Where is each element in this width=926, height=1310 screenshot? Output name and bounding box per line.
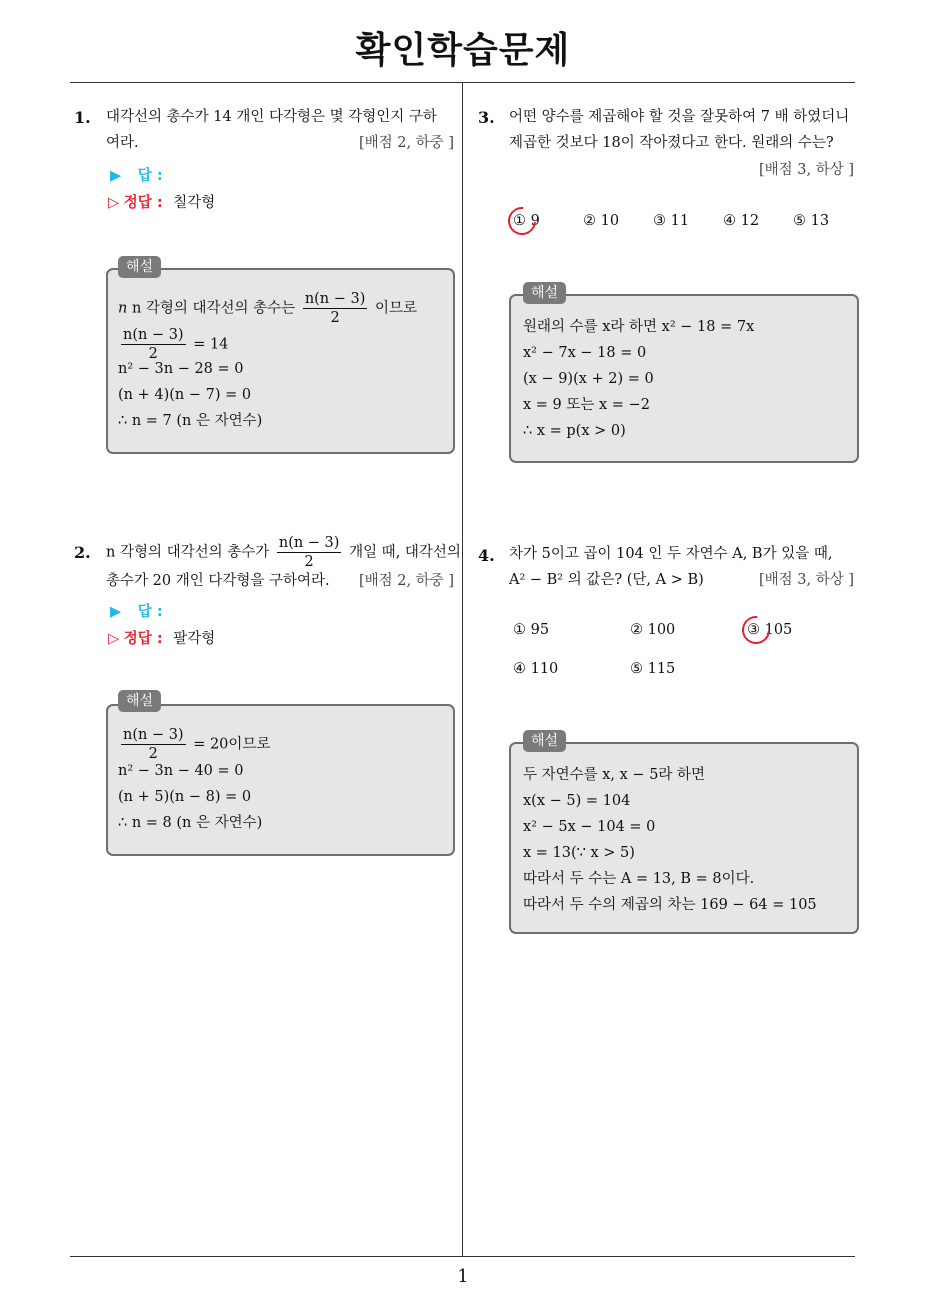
play-icon: ▶ — [110, 604, 122, 620]
q1-sol-line5: ∴ n = 7 (n 은 자연수) — [118, 413, 263, 429]
q3-option-2[interactable]: ② 10 — [583, 213, 620, 229]
q1-explanation-tag: 해설 — [118, 256, 161, 278]
fraction: $\frac{n(n - 3)}{2}$ — [123, 727, 184, 762]
q3-meta: [배점 3, 하상 ] — [758, 162, 854, 178]
outline-play-icon: ▷ — [108, 631, 120, 647]
q3-option-4[interactable]: ④ 12 — [723, 213, 760, 229]
q3-explanation-tag: 해설 — [523, 282, 566, 304]
q4-option-2[interactable]: ② 100 — [630, 622, 676, 638]
q4-sol-line2: x(x − 5) = 104 — [523, 793, 631, 809]
q4-option-1[interactable]: ① 95 — [513, 622, 550, 638]
q4-explanation-tag: 해설 — [523, 730, 566, 752]
q3-sol-line1: 원래의 수를 x라 하면 x² − 18 = 7x — [523, 319, 755, 335]
q2-correct-row — [108, 627, 215, 648]
q2-answer-row — [110, 600, 163, 621]
footer-rule — [70, 1256, 855, 1257]
q4-option-4[interactable]: ④ 110 — [513, 661, 559, 677]
q1-text-line1: 대각선의 총수가 14 개인 다각형은 몇 각형인지 구하 — [106, 109, 437, 125]
q3-number: 3. — [478, 108, 495, 127]
q4-option-5[interactable]: ⑤ 115 — [630, 661, 676, 677]
q2-sol-line2: n² − 3n − 40 = 0 — [118, 763, 244, 779]
q3-sol-line2: x² − 7x − 18 = 0 — [523, 345, 647, 361]
q4-selection-mark — [736, 610, 775, 649]
q4-text-line1: 차가 5이고 곱이 104 인 두 자연수 A, B가 있을 때, — [509, 546, 833, 562]
q2-text-line1: n 각형의 대각선의 총수가 $\frac{n(n - 3)}{2}$ 개일 때, 대각선의 — [106, 535, 461, 570]
q1-explanation-box — [106, 268, 455, 454]
q3-option-5[interactable]: ⑤ 13 — [793, 213, 830, 229]
q2-explanation-box — [106, 704, 455, 856]
q1-correct-row — [108, 191, 215, 212]
q4-text-line2: A² − B² 의 값은? (단, A > B) — [509, 572, 704, 588]
q2-explanation-tag: 해설 — [118, 690, 161, 712]
page-title: 확인학습문제 — [355, 30, 571, 71]
q3-sol-line5: ∴ x = p(x > 0) — [523, 423, 626, 439]
q4-number: 4. — [478, 546, 495, 565]
outline-play-icon: ▷ — [108, 195, 120, 211]
q1-sol-line4: (n + 4)(n − 7) = 0 — [118, 387, 252, 403]
column-divider — [462, 82, 463, 1257]
q1-text-line2: 여라. — [106, 135, 139, 151]
q3-selection-mark — [502, 201, 541, 240]
q1-sol-line3: n² − 3n − 28 = 0 — [118, 361, 244, 377]
q4-sol-line6: 따라서 두 수의 제곱의 차는 169 − 64 = 105 — [523, 897, 817, 913]
q1-sol-line1: n n 각형의 대각선의 총수는 $\frac{n(n - 3)}{2}$ 이므로 — [118, 291, 418, 326]
q2-sol-line4: ∴ n = 8 (n 은 자연수) — [118, 815, 263, 831]
page-number: 1 — [457, 1266, 469, 1287]
q1-number: 1. — [74, 108, 91, 127]
fraction: $\frac{n(n - 3)}{2}$ — [278, 535, 340, 570]
play-icon: ▶ — [110, 168, 122, 184]
q2-correct-label: 정답 : — [123, 631, 163, 647]
q1-answer-row — [110, 164, 163, 185]
q2-correct-answer: 팔각형 — [173, 631, 216, 647]
q3-sol-line3: (x − 9)(x + 2) = 0 — [523, 371, 654, 387]
q2-meta: [배점 2, 하중 ] — [358, 573, 454, 589]
q4-sol-line1: 두 자연수를 x, x − 5라 하면 — [523, 767, 706, 783]
fraction: $\frac{n(n - 3)}{2}$ — [123, 327, 184, 362]
fraction: $\frac{n(n - 3)}{2}$ — [304, 291, 366, 326]
q4-sol-line5: 따라서 두 수는 A = 13, B = 8이다. — [523, 871, 755, 887]
q2-text-line2: 총수가 20 개인 다각형을 구하여라. — [106, 573, 330, 589]
q3-option-3[interactable]: ③ 11 — [653, 213, 690, 229]
q4-option-3[interactable]: ③ 105 — [747, 622, 793, 638]
q1-correct-label: 정답 : — [123, 195, 163, 211]
q1-correct-answer: 칠각형 — [173, 195, 216, 211]
q4-sol-line3: x² − 5x − 104 = 0 — [523, 819, 656, 835]
q3-text-line2: 제곱한 것보다 18이 작아졌다고 한다. 원래의 수는? — [509, 135, 834, 151]
q4-sol-line4: x = 13(∵ x > 5) — [523, 845, 635, 861]
q2-sol-line1: $\frac{n(n - 3)}{2}$ = 20이므로 — [123, 727, 271, 762]
q4-explanation-box — [509, 742, 859, 934]
q2-answer-label: 답 : — [137, 604, 163, 620]
q3-option-1[interactable]: ① 9 — [513, 213, 540, 229]
q1-answer-label: 답 : — [137, 168, 163, 184]
q2-sol-line3: (n + 5)(n − 8) = 0 — [118, 789, 252, 805]
q2-number: 2. — [74, 543, 91, 562]
q1-sol-line2: $\frac{n(n - 3)}{2}$ = 14 — [123, 327, 229, 362]
q1-meta: [배점 2, 하중 ] — [358, 135, 454, 151]
q4-meta: [배점 3, 하상 ] — [758, 572, 854, 588]
q3-sol-line4: x = 9 또는 x = −2 — [523, 397, 650, 413]
q3-text-line1: 어떤 양수를 제곱해야 할 것을 잘못하여 7 배 하였더니 — [509, 109, 850, 125]
q3-explanation-box — [509, 294, 859, 463]
